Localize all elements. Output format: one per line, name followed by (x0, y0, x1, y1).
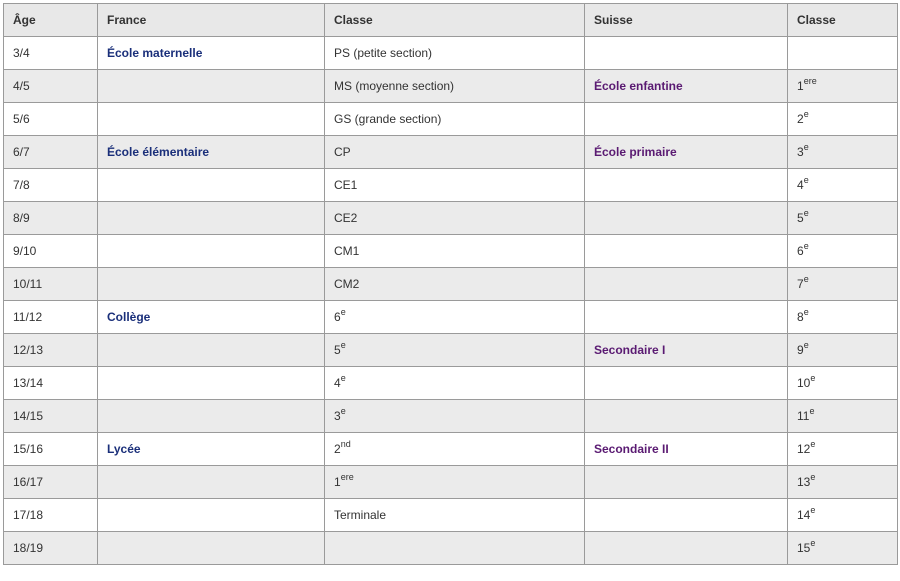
suisse-cycle-cell (585, 235, 788, 268)
age-cell (4, 400, 98, 433)
age-value: 15/16 (13, 442, 44, 456)
france-cycle-cell (98, 136, 325, 169)
table-row (4, 499, 898, 532)
age-value: 18/19 (13, 541, 44, 555)
france-class-value: 1 (334, 475, 341, 489)
suisse-class-cell (788, 136, 898, 169)
suisse-class-cell (788, 367, 898, 400)
suisse-cycle-cell (585, 433, 788, 466)
france-class-value: CE2 (334, 211, 358, 225)
suisse-cycle-label: Secondaire I (594, 343, 666, 357)
france-class-cell (325, 235, 585, 268)
suisse-class-cell (788, 103, 898, 136)
france-cycle-cell (98, 70, 325, 103)
suisse-class-suffix: e (810, 505, 816, 515)
france-class-cell (325, 70, 585, 103)
suisse-class-value: 2 (797, 112, 804, 126)
france-class-value: 4 (334, 376, 341, 390)
suisse-class-cell (788, 37, 898, 70)
suisse-class-value: 8 (797, 310, 804, 324)
age-cell (4, 70, 98, 103)
suisse-cycle-cell (585, 70, 788, 103)
age-value: 14/15 (13, 409, 44, 423)
table-row (4, 202, 898, 235)
age-value: 4/5 (13, 79, 30, 93)
school-comparison-table-container (3, 3, 898, 565)
header-classe-suisse: Classe (788, 4, 898, 37)
suisse-class-suffix: e (803, 175, 809, 185)
france-class-cell (325, 334, 585, 367)
france-class-cell (325, 499, 585, 532)
france-class-suffix: nd (340, 439, 351, 449)
france-class-value: CP (334, 145, 351, 159)
france-cycle-cell (98, 169, 325, 202)
header-row (4, 4, 898, 37)
age-cell (4, 499, 98, 532)
suisse-class-value: 7 (797, 277, 804, 291)
suisse-class-suffix: e (809, 406, 815, 416)
france-class-value: PS (petite section) (334, 46, 433, 60)
age-value: 3/4 (13, 46, 30, 60)
france-cycle-cell (98, 235, 325, 268)
suisse-class-cell (788, 400, 898, 433)
school-comparison-table (3, 3, 898, 565)
france-cycle-cell (98, 499, 325, 532)
suisse-class-cell (788, 235, 898, 268)
age-value: 5/6 (13, 112, 30, 126)
france-class-cell (325, 400, 585, 433)
france-class-value: CE1 (334, 178, 358, 192)
france-cycle-cell (98, 334, 325, 367)
age-value: 9/10 (13, 244, 37, 258)
suisse-cycle-cell (585, 103, 788, 136)
age-cell (4, 532, 98, 565)
suisse-class-value: 11 (797, 409, 810, 423)
age-value: 13/14 (13, 376, 44, 390)
france-class-value: 3 (334, 409, 341, 423)
table-row (4, 433, 898, 466)
suisse-class-value: 9 (797, 343, 804, 357)
suisse-class-cell (788, 466, 898, 499)
table-row (4, 103, 898, 136)
age-value: 7/8 (13, 178, 30, 192)
suisse-class-value: 13 (797, 475, 811, 489)
france-class-value: 2 (334, 442, 341, 456)
suisse-class-suffix: e (803, 307, 809, 317)
france-class-cell (325, 202, 585, 235)
suisse-class-suffix: e (810, 373, 816, 383)
suisse-cycle-label: Secondaire II (594, 442, 669, 456)
suisse-class-cell (788, 70, 898, 103)
age-value: 6/7 (13, 145, 30, 159)
age-cell (4, 433, 98, 466)
france-class-suffix: ere (340, 472, 354, 482)
france-class-suffix: e (340, 373, 346, 383)
suisse-cycle-cell (585, 334, 788, 367)
france-cycle-label: Collège (107, 310, 151, 324)
suisse-class-value: 3 (797, 145, 804, 159)
france-class-value: 5 (334, 343, 341, 357)
header-classe-france: Classe (325, 4, 585, 37)
suisse-class-cell (788, 532, 898, 565)
table-body (4, 37, 898, 565)
header-france: France (98, 4, 325, 37)
france-cycle-cell (98, 301, 325, 334)
table-row (4, 301, 898, 334)
suisse-cycle-cell (585, 301, 788, 334)
france-class-cell (325, 367, 585, 400)
suisse-class-suffix: e (803, 340, 809, 350)
france-cycle-cell (98, 400, 325, 433)
suisse-cycle-cell (585, 532, 788, 565)
age-cell (4, 37, 98, 70)
france-class-cell (325, 169, 585, 202)
suisse-cycle-cell (585, 367, 788, 400)
france-class-value: Terminale (334, 508, 387, 522)
suisse-class-value: 10 (797, 376, 811, 390)
age-cell (4, 301, 98, 334)
france-class-cell (325, 532, 585, 565)
age-value: 12/13 (13, 343, 44, 357)
table-row (4, 532, 898, 565)
suisse-class-suffix: e (803, 208, 809, 218)
suisse-cycle-cell (585, 169, 788, 202)
suisse-cycle-cell (585, 136, 788, 169)
france-class-cell (325, 466, 585, 499)
suisse-class-value: 5 (797, 211, 804, 225)
suisse-class-cell (788, 499, 898, 532)
age-cell (4, 136, 98, 169)
france-cycle-cell (98, 268, 325, 301)
header-suisse: Suisse (585, 4, 788, 37)
table-row (4, 70, 898, 103)
suisse-class-suffix: e (810, 538, 816, 548)
suisse-cycle-cell (585, 37, 788, 70)
france-cycle-cell (98, 433, 325, 466)
suisse-class-value: 1 (797, 79, 804, 93)
suisse-class-suffix: e (810, 439, 816, 449)
header-age: Âge (4, 4, 98, 37)
suisse-class-suffix: ere (803, 76, 817, 86)
france-cycle-cell (98, 37, 325, 70)
table-row (4, 400, 898, 433)
france-class-cell (325, 136, 585, 169)
france-class-cell (325, 268, 585, 301)
france-cycle-cell (98, 367, 325, 400)
suisse-class-suffix: e (803, 109, 809, 119)
age-cell (4, 169, 98, 202)
age-value: 10/11 (13, 277, 43, 291)
suisse-cycle-cell (585, 268, 788, 301)
table-row (4, 37, 898, 70)
suisse-class-cell (788, 433, 898, 466)
france-class-value: GS (grande section) (334, 112, 442, 126)
france-cycle-label: École maternelle (107, 46, 203, 60)
suisse-cycle-cell (585, 400, 788, 433)
suisse-cycle-cell (585, 499, 788, 532)
france-cycle-cell (98, 466, 325, 499)
suisse-cycle-label: École enfantine (594, 79, 683, 93)
suisse-class-value: 6 (797, 244, 804, 258)
age-value: 8/9 (13, 211, 30, 225)
suisse-class-value: 4 (797, 178, 804, 192)
table-row (4, 235, 898, 268)
table-row (4, 334, 898, 367)
france-class-cell (325, 301, 585, 334)
france-class-value: CM2 (334, 277, 360, 291)
suisse-cycle-cell (585, 466, 788, 499)
france-class-value: MS (moyenne section) (334, 79, 455, 93)
suisse-class-cell (788, 169, 898, 202)
france-cycle-label: Lycée (107, 442, 141, 456)
age-value: 11/12 (13, 310, 43, 324)
table-row (4, 268, 898, 301)
age-value: 17/18 (13, 508, 44, 522)
france-class-suffix: e (340, 340, 346, 350)
suisse-class-cell (788, 202, 898, 235)
suisse-class-suffix: e (810, 472, 816, 482)
table-row (4, 136, 898, 169)
suisse-class-cell (788, 334, 898, 367)
suisse-class-suffix: e (803, 241, 809, 251)
suisse-class-value: 14 (797, 508, 811, 522)
france-class-cell (325, 103, 585, 136)
suisse-cycle-cell (585, 202, 788, 235)
age-cell (4, 334, 98, 367)
france-cycle-cell (98, 202, 325, 235)
age-cell (4, 466, 98, 499)
suisse-class-cell (788, 301, 898, 334)
age-cell (4, 103, 98, 136)
table-row (4, 367, 898, 400)
france-class-cell (325, 433, 585, 466)
france-cycle-cell (98, 103, 325, 136)
france-class-suffix: e (340, 307, 346, 317)
table-row (4, 169, 898, 202)
suisse-class-suffix: e (803, 274, 809, 284)
france-cycle-label: École élémentaire (107, 145, 210, 159)
france-class-cell (325, 37, 585, 70)
age-value: 16/17 (13, 475, 44, 489)
france-class-value: CM1 (334, 244, 360, 258)
age-cell (4, 202, 98, 235)
age-cell (4, 235, 98, 268)
suisse-cycle-label: École primaire (594, 145, 677, 159)
suisse-class-suffix: e (803, 142, 809, 152)
table-header (4, 4, 898, 37)
france-class-value: 6 (334, 310, 341, 324)
france-class-suffix: e (340, 406, 346, 416)
france-cycle-cell (98, 532, 325, 565)
age-cell (4, 268, 98, 301)
suisse-class-cell (788, 268, 898, 301)
age-cell (4, 367, 98, 400)
suisse-class-value: 15 (797, 541, 811, 555)
suisse-class-value: 12 (797, 442, 811, 456)
table-row (4, 466, 898, 499)
